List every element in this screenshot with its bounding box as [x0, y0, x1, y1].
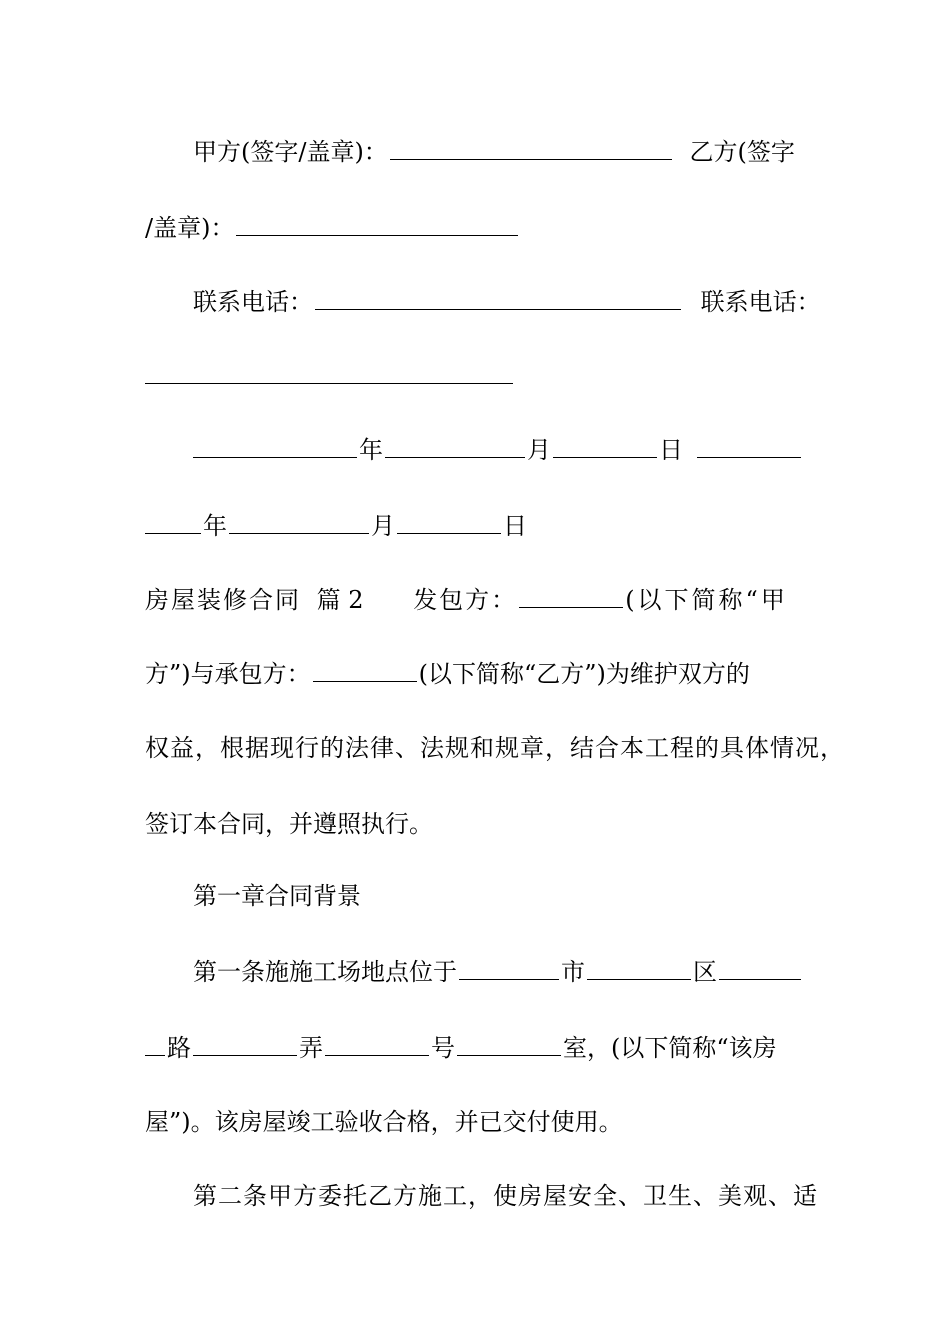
- party-a-month-label: 月: [527, 436, 551, 464]
- signature-line-2: [145, 208, 807, 248]
- date-line-1: [193, 430, 807, 470]
- date-line-2: [145, 506, 807, 546]
- intro-line-4: [145, 804, 807, 844]
- district-label: 区: [693, 958, 717, 986]
- party-a-signature-label: 甲方(签字/盖章)：: [193, 138, 388, 166]
- party-b-phone-blank: [145, 361, 513, 384]
- chapter-1-title-line: [193, 876, 807, 916]
- road-label: 路: [167, 1034, 191, 1062]
- party-b-year-blank-start: [697, 435, 801, 458]
- chapter-1-title: 第一章合同背景: [193, 882, 361, 910]
- party-a-phone-label: 联系电话：: [193, 288, 313, 316]
- intro-line-1-tail: (以下简称“甲: [625, 586, 788, 614]
- article-1-line-2: [145, 1028, 807, 1068]
- contract-heading: 房屋装修合同: [145, 586, 301, 614]
- signature-line-1: [193, 132, 807, 172]
- party-a-day-blank: [553, 435, 657, 458]
- party-b-signature-label: 乙方(签字: [689, 138, 795, 166]
- intro-line-2: [145, 654, 807, 694]
- city-label: 市: [561, 958, 585, 986]
- phone-line-2: [145, 356, 807, 396]
- contractee-blank: [313, 659, 417, 682]
- contract-part: 篇 2: [316, 586, 364, 614]
- party-b-month-blank: [229, 511, 369, 534]
- contract-heading-line: [145, 580, 807, 620]
- lane-label: 弄: [299, 1034, 323, 1062]
- article-1-line-3-text: 屋”)。该房屋竣工验收合格，并已交付使用。: [145, 1108, 623, 1136]
- party-a-day-label: 日: [659, 436, 683, 464]
- party-a-year-label: 年: [359, 436, 383, 464]
- party-b-day-label: 日: [503, 512, 527, 540]
- intro-line-4-text: 签订本合同，并遵照执行。: [145, 810, 433, 838]
- city-blank: [459, 957, 559, 980]
- party-a-signature-blank: [390, 137, 672, 160]
- article-1-line-2-tail: ，(以下简称“该房: [587, 1034, 777, 1062]
- intro-line-2-a: 方”)与承包方：: [145, 660, 311, 688]
- party-a-month-blank: [385, 435, 525, 458]
- party-b-phone-label: 联系电话：: [700, 288, 821, 316]
- intro-line-3-text: 权益，根据现行的法律、法规和规章，结合本工程的具体情况，: [145, 734, 845, 762]
- contractor-blank: [519, 585, 623, 608]
- party-b-signature-blank: [236, 213, 518, 236]
- intro-line-3: [145, 728, 845, 768]
- article-2-line-1: [193, 1176, 818, 1216]
- contractor-label: 发包方：: [413, 586, 518, 614]
- article-1-text: 第一条施施工场地点位于: [193, 958, 457, 986]
- room-blank: [457, 1033, 561, 1056]
- party-b-day-blank: [397, 511, 501, 534]
- room-label: 室: [563, 1034, 587, 1062]
- party-b-year-blank-end: [145, 511, 201, 534]
- party-b-year-label: 年: [203, 512, 227, 540]
- district-blank: [587, 957, 691, 980]
- lane-blank: [193, 1033, 297, 1056]
- intro-line-2-b: (以下简称“乙方”)为维护双方的: [418, 660, 750, 688]
- number-label: 号: [431, 1034, 455, 1062]
- number-blank: [325, 1033, 429, 1056]
- road-blank-start: [719, 957, 801, 980]
- article-1-line-1: [193, 952, 807, 992]
- party-b-month-label: 月: [371, 512, 395, 540]
- article-2-text: 第二条甲方委托乙方施工，使房屋安全、卫生、美观、适: [193, 1182, 818, 1210]
- party-a-phone-blank: [315, 287, 681, 310]
- phone-line: [193, 282, 821, 322]
- party-b-signature-label-cont: /盖章)：: [145, 214, 235, 242]
- party-a-year-blank: [193, 435, 357, 458]
- road-blank-end: [145, 1033, 165, 1056]
- article-1-line-3: [145, 1102, 807, 1142]
